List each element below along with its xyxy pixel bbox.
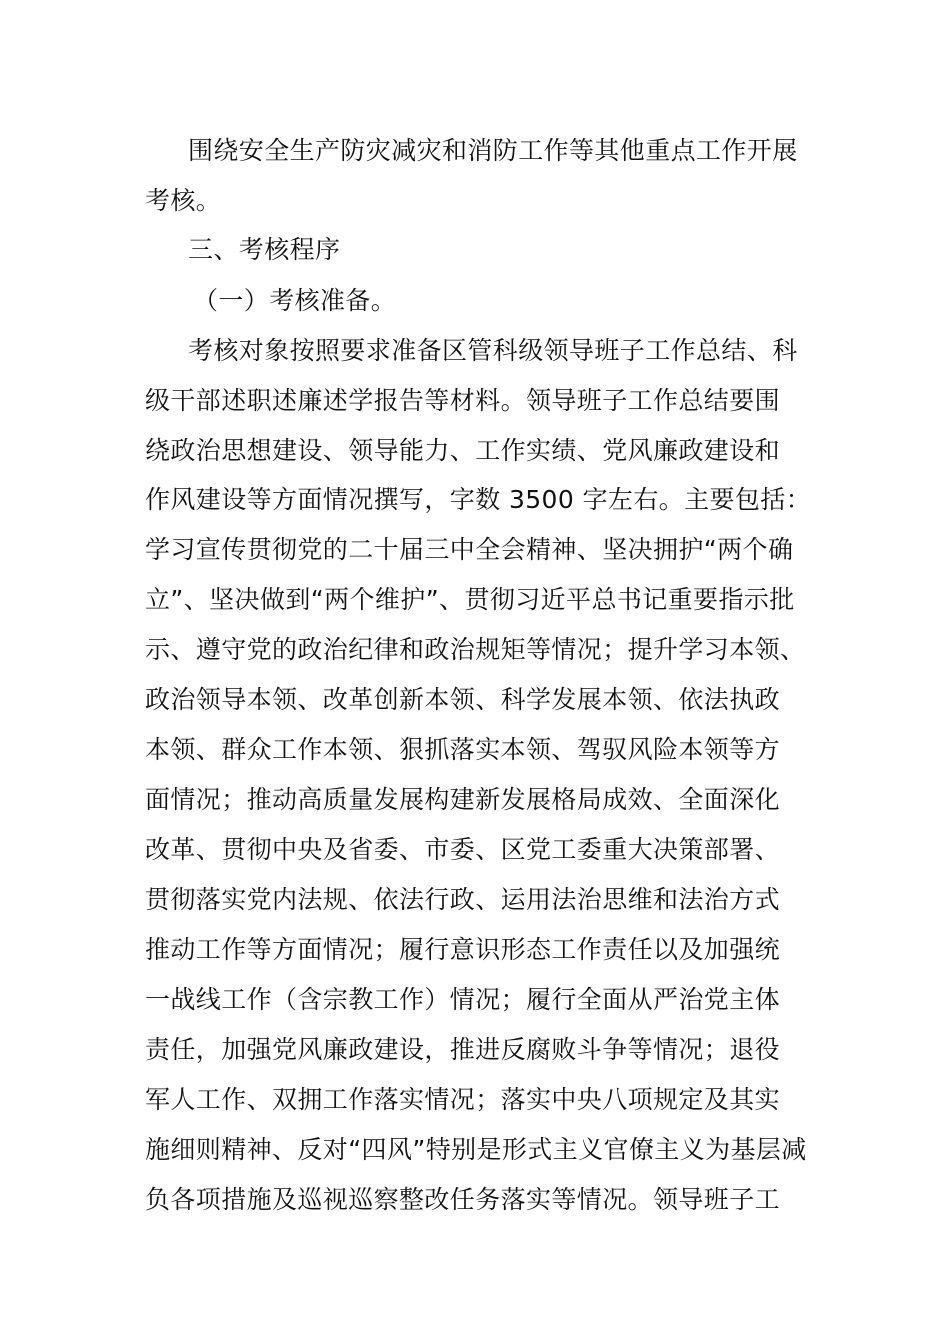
- paragraph-line: 本领、群众工作本领、狠抓落实本领、驾驭风险本领等方: [145, 735, 781, 764]
- paragraph-line: 一战线工作（含宗教工作）情况；履行全面从严治党主体: [145, 985, 781, 1014]
- paragraph-line: 绕政治思想建设、领导能力、工作实绩、党风廉政建设和: [145, 436, 781, 465]
- paragraph-line: 施细则精神、反对“四风”特别是形式主义官僚主义为基层减: [145, 1135, 807, 1164]
- paragraph-line: 面情况；推动高质量发展构建新发展格局成效、全面深化: [145, 785, 781, 814]
- paragraph-line: 学习宣传贯彻党的二十届三中全会精神、坚决拥护“两个确: [145, 535, 794, 564]
- paragraph-line: 负各项措施及巡视巡察整改任务落实等情况。领导班子工: [145, 1185, 781, 1214]
- paragraph-line: 围绕安全生产防灾减灾和消防工作等其他重点工作开展: [188, 136, 798, 165]
- paragraph-line: 考核。: [145, 186, 222, 215]
- paragraph-line: 考核对象按照要求准备区管科级领导班子工作总结、科: [188, 336, 798, 365]
- paragraph-line: 政治领导本领、改革创新本领、科学发展本领、依法执政: [145, 685, 781, 714]
- paragraph-line: 贯彻落实党内法规、依法行政、运用法治思维和法治方式: [145, 885, 781, 914]
- paragraph-line: 级干部述职述廉述学报告等材料。领导班子工作总结要围: [145, 386, 781, 415]
- paragraph-line: 示、遵守党的政治纪律和政治规矩等情况；提升学习本领、: [145, 635, 806, 664]
- section-heading: 三、考核程序: [188, 235, 341, 264]
- paragraph-line: 军人工作、双拥工作落实情况；落实中央八项规定及其实: [145, 1085, 781, 1114]
- subsection-heading: （一）考核准备。: [193, 286, 397, 315]
- paragraph-line: 立”、坚决做到“两个维护”、贯彻习近平总书记重要指示批: [145, 585, 795, 614]
- paragraph-line: 作风建设等方面情况撰写，字数 3500 字左右。主要包括：: [145, 485, 812, 514]
- paragraph-line: 责任，加强党风廉政建设，推进反腐败斗争等情况；退役: [145, 1035, 781, 1064]
- paragraph-line: 改革、贯彻中央及省委、市委、区党工委重大决策部署、: [145, 835, 781, 864]
- paragraph-line: 推动工作等方面情况；履行意识形态工作责任以及加强统: [145, 935, 781, 964]
